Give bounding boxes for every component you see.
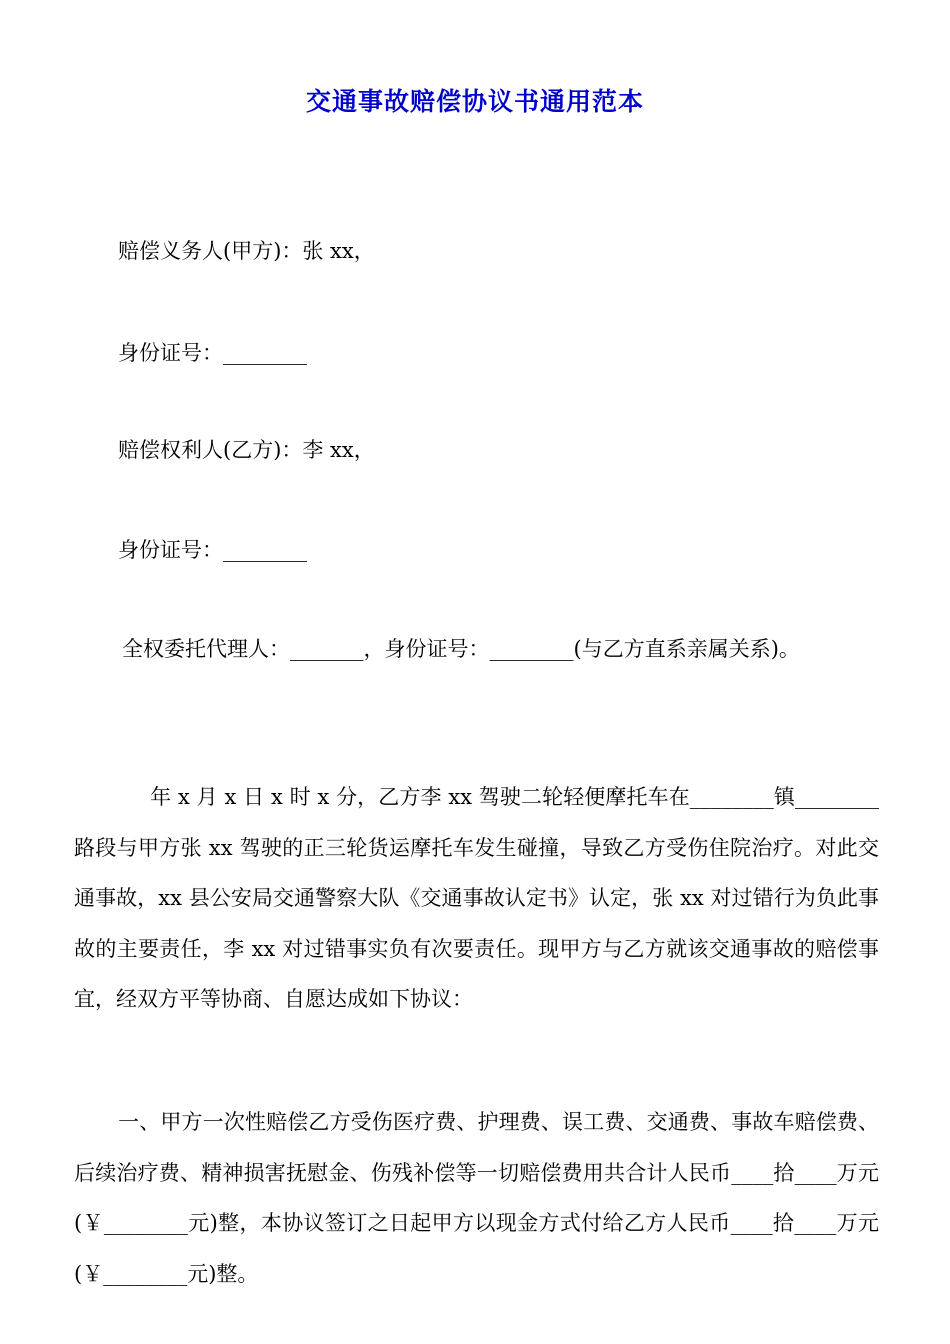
party-b-id-line bbox=[118, 535, 307, 565]
party-b-id-blank: ________ bbox=[223, 538, 307, 562]
party-b-line: 赔偿权利人(乙方)：李 xx， bbox=[118, 438, 375, 462]
party-a-id-label: 身份证号： bbox=[118, 341, 223, 365]
clause-one-text: 一、甲方一次性赔偿乙方受伤医疗费、护理费、误工费、交通费、事故车赔偿费、后续治疗费、精神损害抚慰金、伤残补偿等一切赔偿费用共合计人民币____拾____万元(￥________元)整，本协议签订之日起甲方以现金方式付给乙方人民币____拾____万元(￥________元)整。 bbox=[74, 1110, 879, 1286]
party-a-line: 赔偿义务人(甲方)：张 xx， bbox=[118, 239, 375, 263]
party-a-id-blank: ________ bbox=[223, 341, 307, 365]
incident-paragraph-text: 年 x 月 x 日 x 时 x 分，乙方李 xx 驾驶二轮轻便摩托车在________镇________路段与甲方张 xx 驾驶的正三轮货运摩托车发生碰撞，导致乙方受伤住院治疗。对此交通事故，xx 县公安局交通警察大队《交通事故认定书》认定，张 xx 对过错行为负此事故的主要责任，李 xx 对过错事实负有次要责任。现甲方与乙方就该交通事故的赔偿事宜，经双方平等协商、自愿达成如下协议： bbox=[74, 785, 879, 1011]
party-a-id-line bbox=[118, 338, 307, 368]
party-b-id-label: 身份证号： bbox=[118, 538, 223, 562]
agent-line: 全权委托代理人：_______，身份证号：________(与乙方直系亲属关系)。 bbox=[122, 637, 800, 661]
incident-paragraph bbox=[74, 772, 879, 1025]
clause-one-paragraph bbox=[74, 1097, 879, 1299]
document-title: 交通事故赔偿协议书通用范本 bbox=[305, 87, 644, 116]
